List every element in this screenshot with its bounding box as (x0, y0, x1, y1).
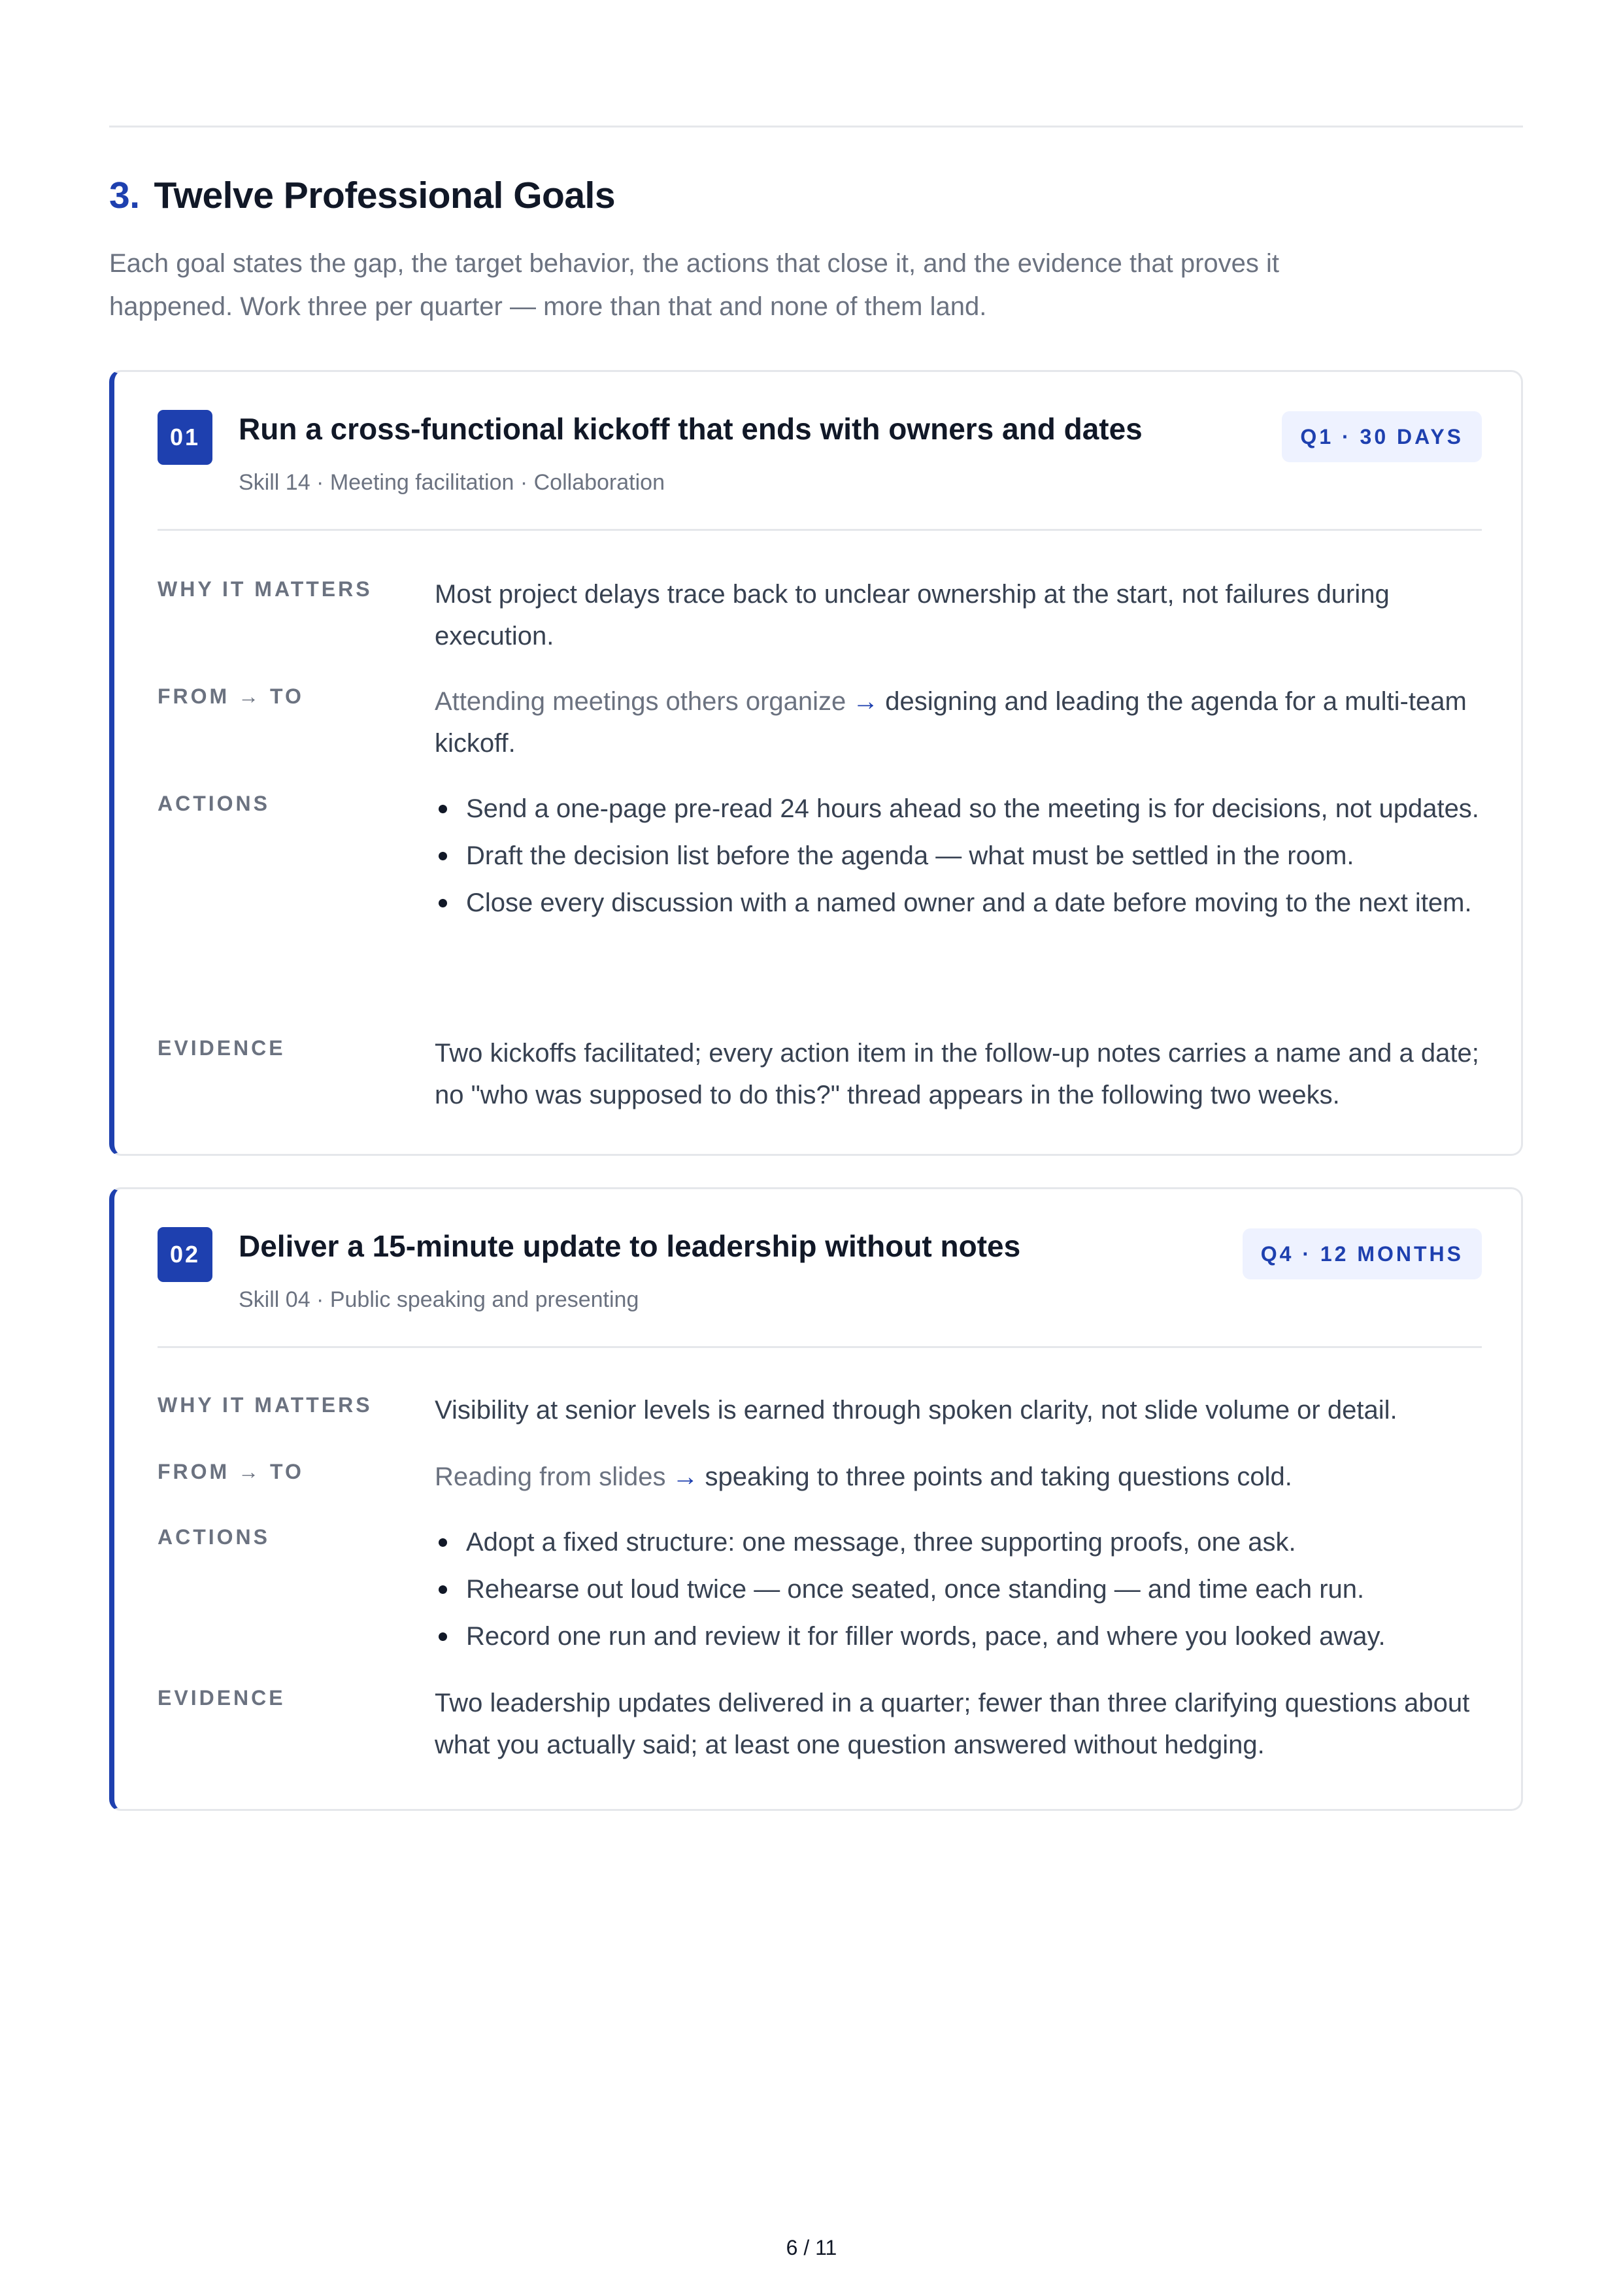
action-item: Record one run and review it for filler words, pace, and where you looked away. (435, 1615, 1482, 1657)
goal-skill-tags: Skill 04 · Public speaking and presenting (239, 1287, 639, 1312)
goal-skill-tags: Skill 14 · Meeting facilitation · Collaboration (239, 470, 665, 495)
arrow-right-icon: → (852, 687, 879, 716)
goal-timeframe-badge: Q1 · 30 DAYS (1282, 411, 1482, 462)
why-row (158, 573, 1482, 658)
why-label: WHY IT MATTERS (158, 577, 373, 601)
card-divider (158, 529, 1482, 531)
actions-row (158, 788, 1482, 1004)
evidence-text: Two kickoffs facilitated; every action item in the follow-up notes carries a name and a date; no "who was supposed to do this?" thread appears in the following two weeks. (435, 1039, 1479, 1109)
from-text: Reading from slides (435, 1462, 666, 1491)
actions-row (158, 1521, 1482, 1665)
to-text: designing and leading the agenda for a multi-team kickoff. (435, 687, 1467, 758)
section-number: 3. (109, 175, 140, 216)
action-item: Close every discussion with a named owner and a date before moving to the next item. (435, 882, 1482, 924)
from-to-text (435, 681, 1482, 764)
why-text: Visibility at senior levels is earned through spoken clarity, not slide volume or detail. (435, 1396, 1397, 1425)
evidence-label: EVIDENCE (158, 1686, 286, 1710)
evidence-row (158, 1682, 1482, 1767)
section-title-text: Twelve Professional Goals (154, 175, 616, 216)
top-divider (109, 126, 1523, 127)
card-divider (158, 1346, 1482, 1348)
arrow-right-icon: → (672, 1462, 699, 1491)
from-text: Attending meetings others organize (435, 687, 846, 716)
why-row (158, 1389, 1482, 1435)
actions-label: ACTIONS (158, 1525, 270, 1549)
goal-title: Run a cross-functional kickoff that ends with owners and dates (239, 412, 1143, 446)
goal-timeframe-badge: Q4 · 12 MONTHS (1243, 1228, 1482, 1279)
why-text: Most project delays trace back to unclear ownership at the start, not failures during execution. (435, 580, 1390, 650)
evidence-row (158, 1032, 1482, 1117)
why-label: WHY IT MATTERS (158, 1393, 373, 1417)
from-to-row (158, 681, 1482, 766)
action-item: Draft the decision list before the agenda — what must be settled in the room. (435, 835, 1482, 877)
document-page (109, 0, 1523, 2296)
to-text: speaking to three points and taking questions cold. (705, 1462, 1292, 1491)
goal-card-01 (109, 370, 1523, 1156)
page-number: 6 / 11 (786, 2236, 837, 2259)
goal-title: Deliver a 15-minute update to leadership without notes (239, 1229, 1021, 1263)
actions-list (435, 788, 1482, 924)
from-to-label: FROM → TO (158, 1460, 304, 1483)
actions-list-wrap (435, 788, 1482, 929)
evidence-text: Two leadership updates delivered in a quarter; fewer than three clarifying questions about what you actually said; at least one question answered without hedging. (435, 1689, 1470, 1759)
actions-list-wrap (435, 1521, 1482, 1663)
actions-list (435, 1521, 1482, 1657)
action-item: Rehearse out loud twice — once seated, once standing — and time each run. (435, 1568, 1482, 1610)
section-intro: Each goal states the gap, the target behavior, the actions that close it, and the evidence that proves it happened. Work three per quarter — more than that and none of them land. (109, 249, 1280, 321)
section-title (109, 174, 615, 217)
action-item: Send a one-page pre-read 24 hours ahead so the meeting is for decisions, not updates. (435, 788, 1482, 830)
from-to-row (158, 1456, 1482, 1502)
action-item: Adopt a fixed structure: one message, three supporting proofs, one ask. (435, 1521, 1482, 1563)
evidence-label: EVIDENCE (158, 1036, 286, 1060)
goal-number-badge: 02 (158, 1227, 212, 1282)
from-to-text (435, 1456, 1482, 1498)
from-to-label: FROM → TO (158, 684, 304, 708)
goal-card-02 (109, 1187, 1523, 1811)
actions-label: ACTIONS (158, 792, 270, 815)
goal-number-badge: 01 (158, 410, 212, 465)
